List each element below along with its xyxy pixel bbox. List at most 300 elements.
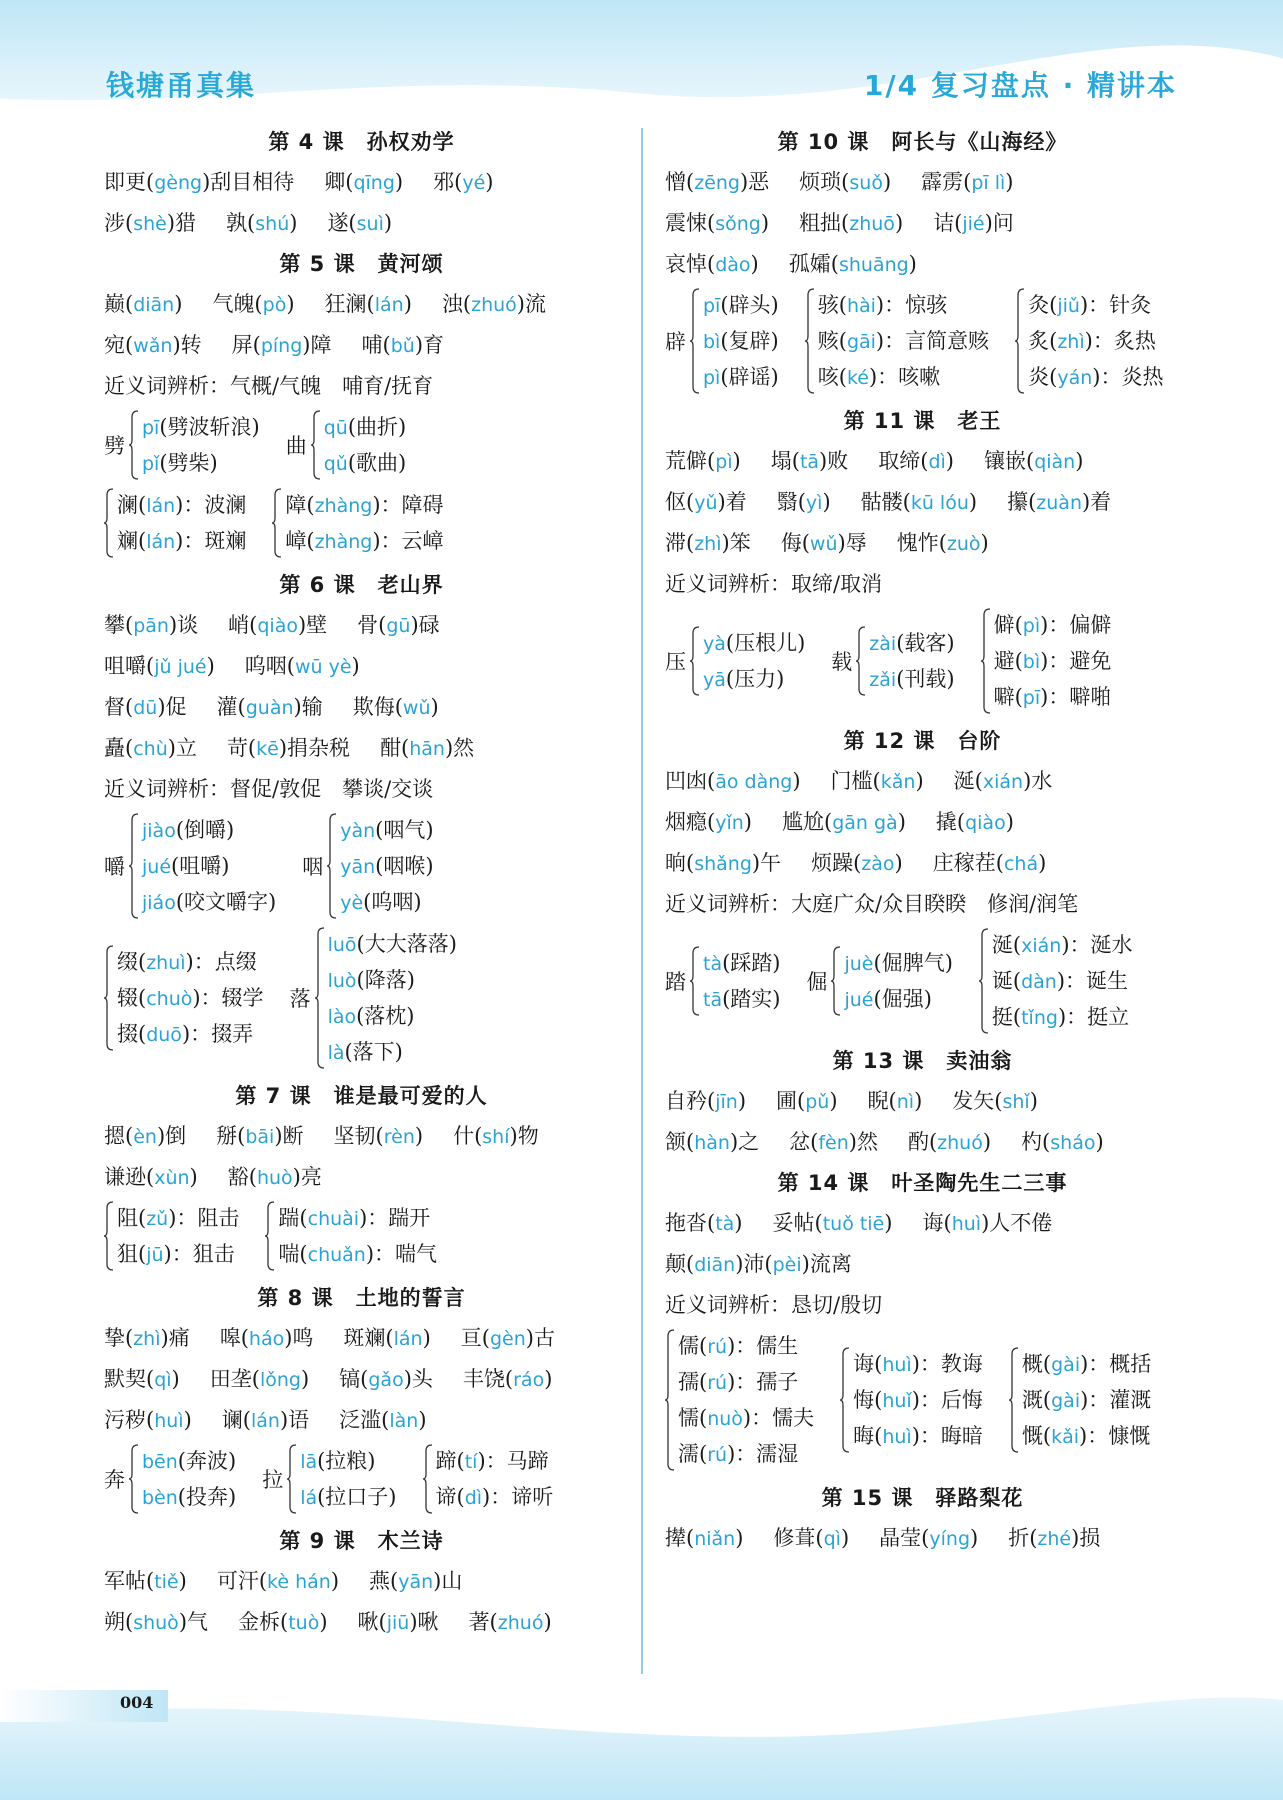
pinyin: hài	[846, 295, 876, 317]
hanzi: )：濡湿	[727, 1442, 799, 1466]
group-lines	[994, 607, 1112, 715]
vocab-item	[212, 292, 294, 316]
hanzi: )：炎热	[1092, 365, 1164, 389]
brace-icon	[1015, 287, 1025, 395]
hanzi: 霹雳(	[921, 170, 972, 194]
group-lines	[285, 487, 443, 559]
hanzi: 哺(	[361, 333, 391, 357]
pinyin: zhuō	[849, 213, 895, 235]
brace-icon	[805, 287, 815, 395]
group-block	[302, 812, 433, 920]
hanzi: 遂(	[327, 211, 357, 235]
group-lines	[142, 1443, 236, 1515]
pinyin: píng	[260, 335, 303, 357]
hanzi: 咀嚼(	[104, 654, 155, 678]
vocab-item	[933, 211, 1014, 235]
hanzi: )：概括	[1080, 1352, 1152, 1376]
group-lines	[117, 487, 246, 559]
group-line	[340, 812, 433, 848]
hanzi: 庄稼茬(	[932, 851, 1004, 875]
hanzi: )	[822, 490, 831, 514]
hanzi: )：诞生	[1056, 969, 1129, 993]
pinyin: kǎn	[880, 771, 916, 793]
hanzi: )	[174, 292, 183, 316]
pinyin: pī lì	[971, 172, 1006, 194]
group-line	[1022, 1346, 1151, 1382]
group-line	[117, 944, 264, 980]
hanzi: 灌(	[216, 695, 246, 719]
polyphone-char: 踏	[665, 970, 686, 994]
vocab-item	[238, 1610, 328, 1634]
vocab-row	[665, 162, 1180, 203]
pinyin: rú	[707, 1444, 728, 1466]
hanzi: 欺侮(	[352, 695, 403, 719]
hanzi: )败	[819, 449, 849, 473]
footer-wave-background	[0, 1660, 1283, 1800]
hanzi: (奔波)	[177, 1449, 237, 1473]
vocab-item	[222, 1408, 309, 1432]
vocab-row	[104, 1116, 619, 1157]
hanzi: )捐杂税	[278, 736, 351, 760]
hanzi: )：教诲	[911, 1352, 983, 1376]
hanzi: (歌曲)	[347, 451, 407, 475]
hanzi: (载客)	[896, 631, 955, 655]
hanzi: 悔(	[853, 1388, 883, 1412]
pinyin: shuò	[133, 1612, 179, 1634]
brace-icon	[315, 926, 325, 1070]
pinyin: kè hán	[267, 1571, 331, 1593]
group-block	[104, 1200, 239, 1272]
hanzi: 涎(	[953, 769, 983, 793]
pinyin: jiào	[142, 820, 176, 842]
hanzi: )	[732, 449, 741, 473]
group-line	[142, 848, 276, 884]
pinyin: tā	[799, 451, 820, 473]
pinyin: yé	[462, 172, 486, 194]
vocab-item	[861, 490, 977, 514]
hanzi: 矗(	[104, 736, 134, 760]
vocab-item	[665, 1089, 746, 1113]
pinyin: háo	[248, 1328, 285, 1350]
pinyin: làn	[389, 1410, 419, 1432]
vocab-row	[104, 1561, 619, 1602]
hanzi: (辟谣)	[720, 365, 779, 389]
hanzi: )	[183, 1408, 192, 1432]
hanzi: )倒	[156, 1124, 187, 1148]
hanzi: 狂澜(	[324, 292, 375, 316]
hanzi: )	[743, 810, 752, 834]
vocab-item	[217, 1569, 339, 1593]
pinyin: lán	[250, 1410, 280, 1432]
pinyin: lán	[146, 495, 176, 517]
pinyin: xùn	[154, 1167, 190, 1189]
hanzi: )物	[509, 1124, 539, 1148]
vocab-item	[665, 572, 882, 596]
hanzi: 丰饶(	[462, 1367, 514, 1391]
hanzi: )人不倦	[981, 1211, 1053, 1235]
vocab-row	[665, 564, 1180, 605]
group-block	[104, 812, 276, 920]
vocab-item	[878, 449, 954, 473]
hanzi: 凹凼(	[665, 769, 716, 793]
hanzi: 憎(	[665, 170, 695, 194]
section-title: 1/4 复习盘点 · 精讲本	[863, 69, 1177, 102]
hanzi: 攥(	[1007, 490, 1037, 514]
hanzi: 颔(	[665, 1130, 695, 1154]
hanzi: )	[735, 1526, 744, 1550]
pinyin: bēn	[142, 1451, 178, 1473]
hanzi: )促	[157, 695, 187, 719]
hanzi: 孰(	[226, 211, 256, 235]
hanzi: )	[792, 769, 801, 793]
vocab-row	[665, 1518, 1180, 1559]
vocab-item	[210, 1367, 309, 1391]
polyphone-char: 奔	[104, 1468, 125, 1492]
hanzi: 摁(	[104, 1124, 134, 1148]
hanzi: )壁	[297, 613, 328, 637]
hanzi: )	[330, 1569, 340, 1593]
hanzi: )：障碍	[372, 493, 444, 517]
group-lines	[992, 927, 1133, 1035]
hanzi: 门槛(	[830, 769, 881, 793]
pinyin: yán	[1057, 367, 1093, 389]
hanzi: )：掇弄	[181, 1022, 254, 1046]
hanzi: )沛(	[735, 1252, 773, 1276]
vocab-item	[104, 1124, 186, 1148]
vocab-item	[104, 654, 215, 678]
pinyin: xián	[1021, 935, 1062, 957]
vocab-item	[665, 892, 1078, 916]
hanzi: )：惊骇	[875, 293, 948, 317]
group-lines	[142, 812, 276, 920]
group-lines	[853, 1346, 983, 1454]
pinyin: huì	[882, 1354, 912, 1376]
hanzi: 取缔(	[878, 449, 929, 473]
hanzi: 气魄(	[212, 292, 263, 316]
hanzi: )碌	[410, 613, 440, 637]
pinyin: luò	[327, 970, 357, 992]
hanzi: 忿(	[789, 1130, 819, 1154]
pinyin: nuò	[707, 1408, 743, 1430]
hanzi: )	[894, 851, 903, 875]
brace-icon	[1009, 1346, 1019, 1454]
hanzi: 荒僻(	[665, 449, 716, 473]
hanzi: 濡(	[678, 1442, 708, 1466]
hanzi: 烟瘾(	[665, 810, 716, 834]
vocab-item	[325, 292, 412, 316]
group-block	[665, 1328, 814, 1472]
hanzi: )：慷慨	[1079, 1424, 1151, 1448]
hanzi: )：偏僻	[1040, 613, 1112, 637]
hanzi: 邪(	[433, 170, 463, 194]
pinyin: chá	[1003, 853, 1039, 875]
brace-icon	[690, 287, 700, 395]
pinyin: jué	[844, 989, 874, 1011]
pinyin: rú	[707, 1336, 728, 1358]
hanzi: )着	[717, 490, 747, 514]
vocab-row	[104, 284, 619, 325]
group-line	[285, 487, 443, 523]
group-line	[117, 980, 264, 1016]
group-line	[703, 945, 780, 981]
hanzi: (倒嚼)	[175, 818, 235, 842]
pinyin: hān	[409, 738, 445, 760]
hanzi: 镶嵌(	[984, 449, 1035, 473]
hanzi: )流离	[801, 1252, 852, 1276]
hanzi: )：狙击	[163, 1242, 235, 1266]
group-line	[703, 981, 780, 1017]
vocab-item	[104, 292, 182, 316]
hanzi: 概(	[1021, 1352, 1052, 1376]
vocab-row	[104, 1602, 619, 1643]
pinyin: zhàng	[314, 495, 373, 517]
group-line	[818, 359, 989, 395]
hanzi: )	[897, 810, 906, 834]
vocab-item	[339, 1408, 426, 1432]
hanzi: )：涎水	[1061, 933, 1133, 957]
pinyin: tuǒ tiē	[822, 1213, 885, 1235]
pinyin: zēng	[694, 172, 740, 194]
hanzi: 涎(	[991, 933, 1022, 957]
hanzi: 酣(	[380, 736, 410, 760]
vocab-item	[771, 449, 849, 473]
group-block	[1009, 1346, 1151, 1454]
hanzi: 喘(	[278, 1242, 308, 1266]
pinyin: dì	[928, 451, 946, 473]
hanzi: 晌(	[665, 851, 695, 875]
pinyin: kǎi	[1051, 1426, 1080, 1448]
pinyin: zhàng	[314, 531, 373, 553]
hanzi: )笨	[721, 531, 751, 555]
hanzi: )	[970, 1526, 979, 1550]
group-line	[994, 643, 1112, 679]
group-block	[104, 1443, 236, 1515]
vocab-item	[228, 1165, 322, 1189]
group-line	[703, 625, 805, 661]
group-line	[117, 487, 246, 523]
pinyin: lán	[393, 1328, 423, 1350]
hanzi: )转	[172, 333, 202, 357]
hanzi: )：儒生	[727, 1334, 799, 1358]
hanzi: 诲(	[853, 1352, 883, 1376]
pronunciation-group	[665, 607, 1180, 715]
hanzi: )	[1075, 449, 1084, 473]
group-block	[805, 287, 989, 395]
pinyin: gān gà	[832, 812, 898, 834]
hanzi: 著(	[468, 1610, 498, 1634]
pronunciation-group	[104, 487, 619, 559]
pinyin: rèn	[383, 1126, 415, 1148]
hanzi: 近义词辨析：督促/敦促 攀谈/交谈	[104, 777, 434, 801]
pinyin: huǐ	[882, 1390, 912, 1412]
hanzi: 阻(	[117, 1206, 147, 1230]
hanzi: 溉(	[1021, 1388, 1052, 1412]
hanzi: 诞(	[991, 969, 1022, 993]
group-block	[104, 409, 260, 481]
hanzi: (压力)	[725, 667, 785, 691]
hanzi: 圃(	[776, 1089, 806, 1113]
hanzi: )恶	[739, 170, 770, 194]
hanzi: )水	[1023, 769, 1053, 793]
vocab-item	[1008, 1526, 1100, 1550]
group-line	[117, 1016, 264, 1052]
hanzi: )	[980, 531, 989, 555]
vocab-item	[789, 252, 917, 276]
vocab-item	[463, 1367, 553, 1391]
vocab-item	[789, 1130, 878, 1154]
lesson-title: 第 6 课 老山界	[279, 573, 444, 597]
hanzi: 田垄(	[209, 1367, 260, 1391]
hanzi: 狙(	[117, 1242, 147, 1266]
group-block	[265, 1200, 437, 1272]
pinyin: xián	[982, 771, 1024, 793]
hanzi: 翳(	[776, 490, 806, 514]
pinyin: sháo	[1050, 1132, 1096, 1154]
hanzi: )：阻击	[168, 1206, 240, 1230]
group-lines	[117, 944, 264, 1052]
vocab-row	[104, 1318, 619, 1359]
vocab-row	[665, 802, 1180, 843]
vocab-item	[433, 170, 493, 194]
hanzi: 诘(	[933, 211, 963, 235]
vocab-item	[104, 1408, 192, 1432]
hanzi: 朔(	[104, 1610, 134, 1634]
pinyin: huì	[154, 1410, 184, 1432]
pinyin: pǔ	[805, 1091, 830, 1113]
hanzi: (复辟)	[720, 329, 779, 353]
group-lines	[678, 1328, 814, 1472]
group-line	[278, 1200, 437, 1236]
group-line	[818, 287, 989, 323]
hanzi: )	[543, 1610, 552, 1634]
brace-icon	[129, 409, 139, 481]
pinyin: yì	[805, 492, 823, 514]
hanzi: )	[383, 211, 393, 235]
hanzi: )	[908, 252, 917, 276]
hanzi: )刮目相待	[202, 170, 295, 194]
pinyin: āo dàng	[715, 771, 793, 793]
brace-icon	[979, 927, 989, 1035]
hanzi: 哀悼(	[665, 252, 716, 276]
hanzi: )	[829, 1089, 838, 1113]
vocab-item	[334, 1124, 424, 1148]
vocab-item	[228, 613, 327, 637]
hanzi: )	[430, 695, 439, 719]
group-line	[678, 1400, 814, 1436]
pinyin: zuàn	[1036, 492, 1082, 514]
hanzi: (大大落落)	[356, 932, 457, 956]
pinyin: pì	[715, 451, 733, 473]
hanzi: (咬文嚼字)	[175, 890, 277, 914]
hanzi: 即更(	[104, 170, 155, 194]
pinyin: suì	[356, 213, 384, 235]
group-line	[678, 1364, 814, 1400]
brace-icon	[423, 1443, 433, 1515]
pinyin: tà	[703, 953, 723, 975]
pinyin: wū yè	[294, 656, 352, 678]
hanzi: 炙(	[1028, 329, 1058, 353]
vocab-item	[245, 654, 360, 678]
pinyin: bāi	[245, 1126, 275, 1148]
lesson-title: 第 14 课 叶圣陶先生二三事	[777, 1171, 1068, 1195]
hanzi: 撬(	[935, 810, 966, 834]
pinyin: lào	[327, 1006, 357, 1028]
group-lines	[142, 409, 260, 481]
hanzi: 督(	[104, 695, 134, 719]
pinyin: juè	[844, 953, 874, 975]
hanzi: 踹(	[278, 1206, 308, 1230]
pinyin: wǔ	[402, 697, 431, 719]
pinyin: lá	[300, 1487, 318, 1509]
vocab-item	[665, 211, 769, 235]
group-block	[1015, 287, 1163, 395]
hanzi: 撵(	[665, 1526, 695, 1550]
group-line	[678, 1436, 814, 1472]
vocab-item	[104, 170, 294, 194]
group-line	[853, 1418, 983, 1454]
vocab-item	[1021, 1130, 1104, 1154]
hanzi: )输	[293, 695, 323, 719]
hanzi: )然	[444, 736, 475, 760]
group-block	[272, 487, 443, 559]
hanzi: 愧怍(	[896, 531, 947, 555]
pinyin: yǔ	[694, 492, 718, 514]
pinyin: yā	[703, 669, 726, 691]
hanzi: )：点缀	[185, 950, 257, 974]
hanzi: 澜(	[117, 493, 147, 517]
lesson-title: 第 5 课 黄河颂	[279, 252, 444, 276]
left-column	[104, 122, 619, 1643]
vocab-item	[461, 1326, 555, 1350]
group-line	[142, 812, 276, 848]
group-lines	[340, 812, 433, 920]
vocab-item	[104, 1569, 187, 1593]
group-lines	[328, 926, 457, 1070]
pinyin: gèn	[490, 1328, 526, 1350]
pinyin: dū	[133, 697, 158, 719]
group-line	[142, 445, 260, 481]
hanzi: 卿(	[324, 170, 354, 194]
brace-icon	[981, 607, 991, 715]
hanzi: )语	[279, 1408, 310, 1432]
vocab-row	[665, 884, 1180, 925]
vocab-row	[665, 244, 1180, 285]
pinyin: lā	[300, 1451, 318, 1473]
hanzi: 燕(	[369, 1569, 399, 1593]
pinyin: kē	[256, 738, 279, 760]
pinyin: là	[327, 1042, 345, 1064]
pinyin: shí	[482, 1126, 510, 1148]
hanzi: 儒(	[678, 1334, 708, 1358]
vocab-row	[665, 843, 1180, 884]
hanzi: )猎	[166, 211, 197, 235]
group-line	[328, 926, 457, 962]
hanzi: )	[485, 170, 494, 194]
group-block	[840, 1346, 983, 1454]
pinyin: pò	[262, 294, 287, 316]
lesson-title: 第 15 课 驿路梨花	[821, 1486, 1024, 1510]
hanzi: )然	[848, 1130, 878, 1154]
hanzi: )：言简意赅	[875, 329, 990, 353]
group-line	[869, 625, 954, 661]
hanzi: )痛	[160, 1326, 190, 1350]
group-line	[1022, 1418, 1151, 1454]
vocab-row	[665, 203, 1180, 244]
vocab-item	[227, 736, 350, 760]
hanzi: 什(	[453, 1124, 483, 1148]
hanzi: )	[206, 654, 215, 678]
hanzi: 啾(	[357, 1610, 387, 1634]
